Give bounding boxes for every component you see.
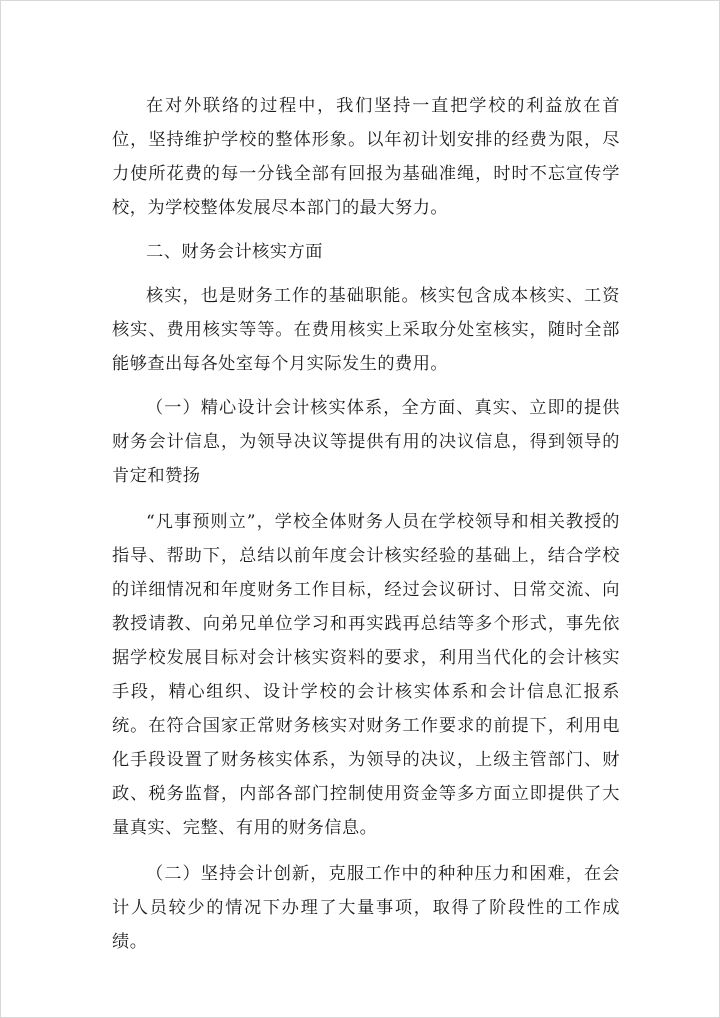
paragraph-accounting-system-detail: “凡事预则立”，学校全体财务人员在学校领导和相关教授的指导、帮助下，总结以前年度会计核实经验的基础上，结合学校的详细情况和年度财务工作目标，经过会议研讨、日常交流、向教授请教、向弟兄单位学习和再实践再总结等多个形式，事先依据学校发展目标对会计核实资料的要求，利用当代化的会计核实手段，精心组织、设计学校的会计核实体系和会计信息汇报系统。在符合国家正常财务核实对财务工作要求的前提下，利用电化手段设置了财务核实体系，为领导的决议，上级主管部门、财政、税务监督，内部各部门控制使用资金等多方面立即提供了大量真实、完整、有用的财务信息。 — [112, 512, 620, 838]
section-heading-accounting: 二、财务会计核实方面 — [146, 242, 323, 262]
subheading-accounting-innovation: （二）坚持会计创新，克服工作中的种种压力和困难，在会计人员较少的情况下办理了大量事项，取得了阶段性的工作成绩。 — [112, 864, 620, 952]
paragraph-external-liaison: 在对外联络的过程中，我们坚持一直把学校的利益放在首位，坚持维护学校的整体形象。以年初计划安排的经费为限，尽力使所花费的每一分钱全部有回报为基础准绳，时时不忘宣传学校，为学校整体发展尽本部门的最大努力。 — [112, 96, 620, 218]
paragraph-accounting-intro: 核实，也是财务工作的基础职能。核实包含成本核实、工资核实、费用核实等等。在费用核实上采取分处室核实，随时全部能够查出每各处室每个月实际发生的费用。 — [112, 286, 620, 374]
subheading-accounting-system: （一）精心设计会计核实体系，全方面、真实、立即的提供财务会计信息，为领导决议等提供有用的决议信息，得到领导的肯定和赞扬 — [112, 398, 620, 486]
document-body — [112, 89, 620, 959]
